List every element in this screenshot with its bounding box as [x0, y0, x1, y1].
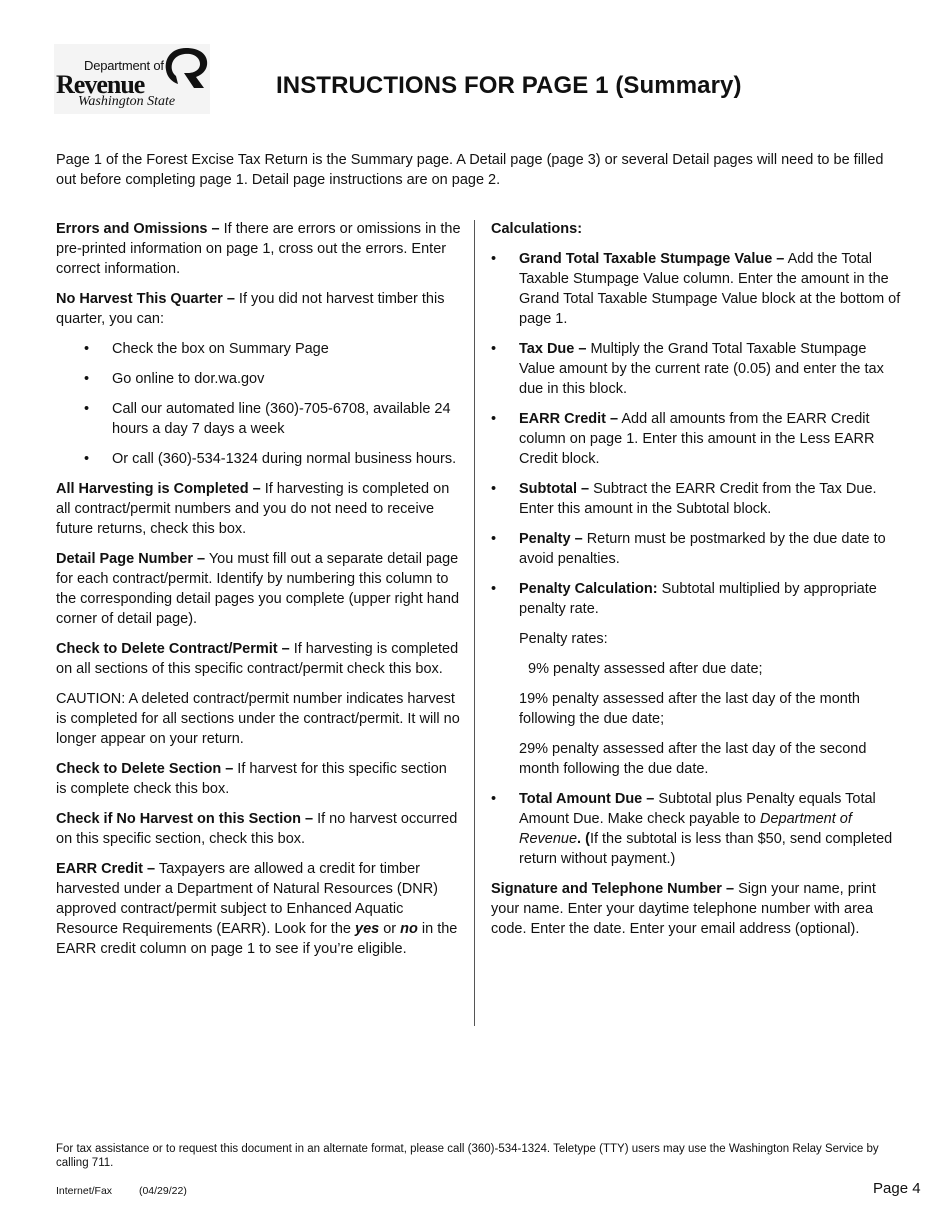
list-item	[491, 339, 901, 399]
delete-contract-heading: Check to Delete Contract/Permit –	[56, 641, 290, 657]
list-item	[491, 249, 901, 329]
delete-section	[56, 759, 461, 799]
errors-and-omissions	[56, 219, 461, 279]
all-harvesting-completed	[56, 479, 461, 539]
list-item	[491, 479, 901, 519]
total-due-text: Subtotal plus Penalty equals Total Amount Due. Make check payable to	[519, 791, 876, 827]
list-item	[491, 409, 901, 469]
earr-text: Taxpayers are allowed a credit for timber harvested under a Department of Natural Resources (DNR) approved contract/permit subject to Enhanced Aquatic Resource Requirements (EARR). Look for the	[56, 861, 438, 937]
total-due-heading: Total Amount Due –	[519, 791, 655, 807]
detail-page-number	[56, 549, 461, 629]
penalty-rate: 19% penalty assessed after the last day of the month following the due date;	[519, 691, 860, 727]
calculations-heading	[491, 219, 901, 239]
no-harvest-section-text: If no harvest occurred on this specific section, check this box.	[56, 811, 458, 847]
left-column	[56, 219, 461, 969]
list-item: • Check the box on Summary Page	[56, 339, 461, 359]
item-heading: Subtotal –	[519, 481, 590, 497]
item-text: Return must be postmarked by the due date to avoid penalties.	[519, 531, 886, 567]
item-text: Multiply the Grand Total Taxable Stumpage Value amount by the current rate (0.05) and enter the tax due in this block.	[519, 341, 884, 397]
page-number: Page 4	[873, 1180, 921, 1197]
detail-page-text: You must fill out a separate detail page for each contract/permit. Identify by numbering this column to the corresponding detail pages you complete (upper right hand corner of detail page).	[56, 551, 460, 627]
all-harvesting-text: If harvesting is completed on all contract/permit numbers and you do not need to receive future returns, check this box.	[56, 481, 450, 537]
item-heading: Tax Due –	[519, 341, 587, 357]
delete-contract-permit	[56, 639, 461, 679]
intro-paragraph: Page 1 of the Forest Excise Tax Return is the Summary page. A Detail page (page 3) or several Detail pages will need to be filled out before completing page 1. Detail page instructions are on page 2.	[56, 152, 884, 188]
earr-text-end: in the EARR credit column on page 1 to see if you’re eligible.	[56, 921, 458, 957]
logo-department-text: Department of	[84, 58, 164, 73]
item-text: Subtract the EARR Credit from the Tax Due. Enter this amount in the Subtotal block.	[519, 481, 877, 517]
signature-text: Sign your name, print your name. Enter your daytime telephone number with area code. Enter the date. Enter your email address (optional).	[491, 881, 876, 937]
earr-no: no	[400, 921, 418, 937]
list-item	[491, 529, 901, 569]
logo-revenue-text: Revenue	[56, 70, 145, 99]
no-harvest-heading: No Harvest This Quarter –	[56, 291, 235, 307]
right-column	[491, 219, 901, 949]
logo-state-text: Washington State	[78, 94, 176, 109]
list-item: • Call our automated line (360)-705-6708, available 24 hours a day 7 days a week	[56, 399, 461, 439]
footer-assistance: For tax assistance or to request this document in an alternate format, please call (360)-534-1324. Teletype (TTY) users may use the Washington Relay Service by calling 711.	[56, 1143, 879, 1169]
caution-note: CAUTION: A deleted contract/permit number indicates harvest is completed for all sections under the contract/permit. It will no longer appear on your return.	[56, 691, 460, 747]
penalty-rate: 29% penalty assessed after the last day of the second month following the due date.	[519, 741, 867, 777]
item-text: Add the Total Taxable Stumpage Value column. Enter the amount in the Grand Total Taxable Stumpage Value block at the bottom of page 1.	[519, 251, 901, 327]
list-item: • Or call (360)-534-1324 during normal business hours.	[56, 449, 461, 469]
no-harvest-section-heading: Check if No Harvest on this Section –	[56, 811, 314, 827]
form-id	[56, 1185, 187, 1197]
item-heading: Penalty –	[519, 531, 583, 547]
errors-heading: Errors and Omissions –	[56, 221, 220, 237]
detail-page-heading: Detail Page Number –	[56, 551, 206, 567]
no-harvest-text: If you did not harvest timber this quarter, you can:	[56, 291, 445, 327]
list-item	[491, 579, 901, 779]
errors-text: If there are errors or omissions in the pre-printed information on page 1, cross out the errors. Enter correct information.	[56, 221, 461, 277]
signature-heading: Signature and Telephone Number –	[491, 881, 735, 897]
total-due-punct: . (	[577, 831, 590, 847]
list-item: • Go online to dor.wa.gov	[56, 369, 461, 389]
earr-heading: EARR Credit –	[56, 861, 156, 877]
item-text: Subtotal multiplied by appropriate penalty rate.	[519, 581, 877, 617]
no-harvest-quarter	[56, 289, 461, 329]
calculations-heading-text: Calculations:	[491, 221, 583, 237]
item-heading: Penalty Calculation:	[519, 581, 658, 597]
earr-or: or	[379, 921, 401, 937]
calculations-list	[491, 249, 901, 869]
delete-section-heading: Check to Delete Section –	[56, 761, 234, 777]
form-date: (04/29/22)	[138, 1185, 187, 1197]
earr-credit	[56, 859, 461, 959]
no-harvest-options-list	[56, 339, 461, 469]
list-item	[491, 789, 901, 869]
item-text: Add all amounts from the EARR Credit column on page 1. Enter this amount in the Less EARR Credit block.	[519, 411, 875, 467]
signature-telephone	[491, 879, 901, 939]
all-harvesting-heading: All Harvesting is Completed –	[56, 481, 261, 497]
penalty-rate: 9% penalty assessed after due date;	[528, 661, 763, 677]
column-divider	[474, 220, 475, 1026]
page-title: INSTRUCTIONS FOR PAGE 1 (Summary)	[276, 72, 742, 99]
item-heading: Grand Total Taxable Stumpage Value –	[519, 251, 785, 267]
logo-emblem-icon	[160, 46, 210, 90]
item-heading: EARR Credit –	[519, 411, 619, 427]
delete-contract-text: If harvesting is completed on all sections of this specific contract/permit check this box.	[56, 641, 459, 677]
form-type: Internet/Fax	[56, 1185, 113, 1197]
penalty-rates-label: Penalty rates:	[519, 631, 608, 647]
delete-section-text: If harvest for this specific section is complete check this box.	[56, 761, 447, 797]
total-due-note: If the subtotal is less than $50, send completed return without payment.)	[519, 831, 893, 867]
earr-yes: yes	[355, 921, 380, 937]
dor-logo	[54, 44, 210, 114]
no-harvest-section	[56, 809, 461, 849]
payee-name: Department of Revenue	[519, 811, 852, 847]
